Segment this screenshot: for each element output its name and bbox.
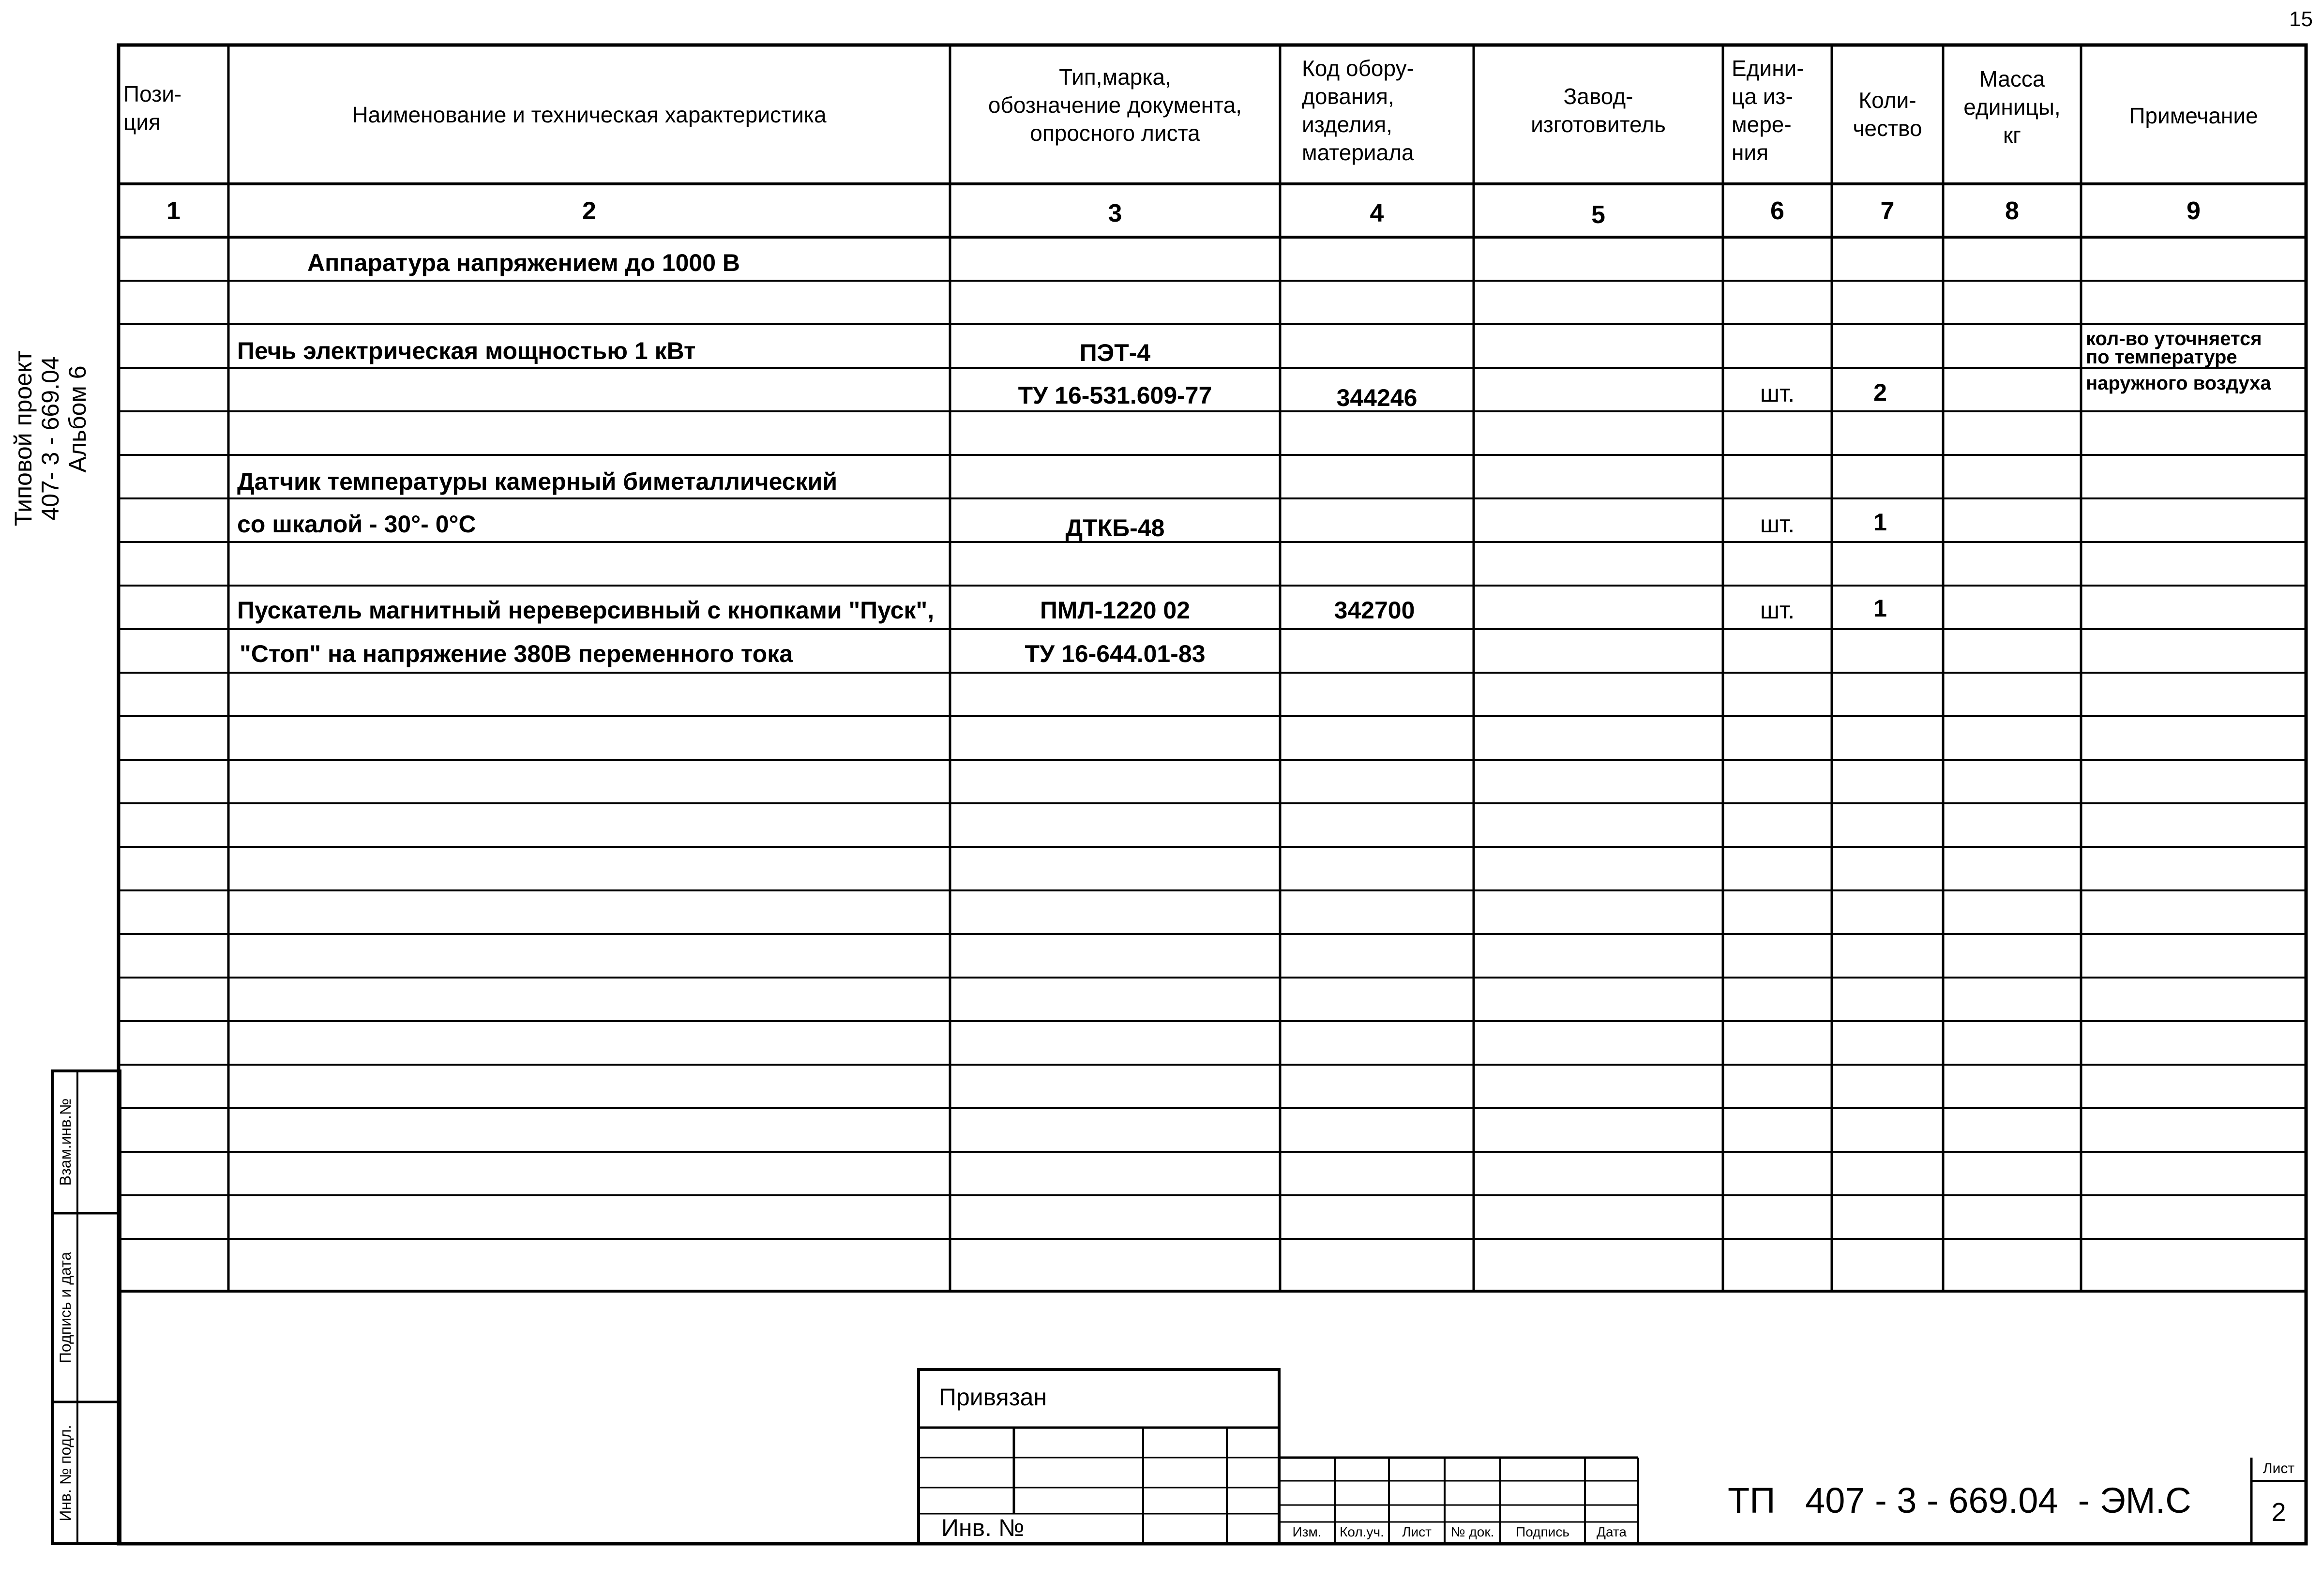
col-header-4: Код обору- дования, изделия, материала xyxy=(1302,56,1414,165)
data-label: Дата xyxy=(1596,1524,1627,1539)
col-num-7: 7 xyxy=(1880,197,1895,225)
col-header-3: Тип,марка, обозначение документа, опросного листа xyxy=(988,64,1242,146)
col-num-1: 1 xyxy=(166,197,181,225)
sensor-name-2: со шкалой - 30°- 0°С xyxy=(237,511,476,538)
col-header-7: Коли- чество xyxy=(1853,88,1922,141)
oven-qty: 2 xyxy=(1873,379,1887,406)
oven-note-1: кол-во уточняется xyxy=(2086,328,2262,349)
col-header-8: Масса единицы, кг xyxy=(1963,66,2061,148)
sensor-qty: 1 xyxy=(1873,509,1887,536)
izm-label: Изм. xyxy=(1292,1524,1322,1539)
n-dok-label: № док. xyxy=(1450,1524,1494,1539)
podpis-label: Подпись xyxy=(1516,1524,1569,1539)
col-num-2: 2 xyxy=(582,197,596,225)
starter-name-1: Пускатель магнитный нереверсивный с кнопками "Пуск", xyxy=(237,597,935,624)
starter-qty: 1 xyxy=(1873,595,1887,622)
col-num-3: 3 xyxy=(1108,199,1122,227)
page-number: 15 xyxy=(2289,7,2313,31)
sheet-number: 2 xyxy=(2271,1498,2286,1527)
sensor-name-1: Датчик температуры камерный биметаллический xyxy=(237,468,838,495)
oven-tu: ТУ 16-531.609-77 xyxy=(1018,382,1212,409)
inv-podl-label: Инв. № подл. xyxy=(57,1425,74,1521)
side-stamp-line1: Типовой проект xyxy=(10,350,37,527)
starter-unit: шт. xyxy=(1760,597,1795,624)
oven-name: Печь электрическая мощностью 1 кВт xyxy=(237,337,696,364)
section-title: Аппаратура напряжением до 1000 В xyxy=(307,249,740,276)
vzam-inv-label: Взам.инв.№ xyxy=(57,1098,74,1186)
side-stamp-line2: 407- 3 - 669.04 xyxy=(37,356,64,521)
col-num-8: 8 xyxy=(2005,197,2019,225)
podpis-data-label: Подпись и дата xyxy=(57,1251,74,1364)
inv-no-label: Инв. № xyxy=(941,1514,1025,1541)
starter-type: ПМЛ-1220 02 xyxy=(1040,597,1191,624)
oven-note-2: по температуре xyxy=(2086,346,2237,368)
col-num-6: 6 xyxy=(1770,197,1784,225)
col-header-5: Завод- изготовитель xyxy=(1531,84,1666,137)
list-label: Лист xyxy=(1402,1524,1432,1539)
sensor-type: ДТКБ-48 xyxy=(1065,514,1165,542)
col-header-6: Едини- ца из- мере- ния xyxy=(1732,56,1804,165)
col-header-1: Пози- ция xyxy=(123,81,182,135)
col-header-2: Наименование и техническая характеристика xyxy=(352,102,827,127)
starter-name-2: "Стоп" на напряжение 380В переменного тока xyxy=(240,640,793,667)
col-num-9: 9 xyxy=(2187,197,2201,225)
oven-unit: шт. xyxy=(1760,380,1795,407)
kol-uch-label: Кол.уч. xyxy=(1340,1524,1384,1539)
starter-tu: ТУ 16-644.01-83 xyxy=(1025,640,1206,667)
col-num-5: 5 xyxy=(1591,201,1605,229)
sheet-label: Лист xyxy=(2263,1460,2295,1476)
col-header-9: Примечание xyxy=(2129,103,2258,128)
privyazan-label: Привязан xyxy=(939,1384,1047,1411)
sensor-unit: шт. xyxy=(1760,511,1795,538)
oven-type: ПЭТ-4 xyxy=(1079,339,1151,366)
starter-code: 342700 xyxy=(1334,597,1415,624)
document-code: ТП 407 - 3 - 669.04 - ЭМ.С xyxy=(1728,1480,2191,1521)
side-stamp xyxy=(10,269,97,608)
side-stamp-line3: Альбом 6 xyxy=(64,365,91,473)
oven-note-3: наружного воздуха xyxy=(2086,373,2271,394)
oven-code: 344246 xyxy=(1336,384,1418,411)
col-num-4: 4 xyxy=(1370,199,1384,227)
